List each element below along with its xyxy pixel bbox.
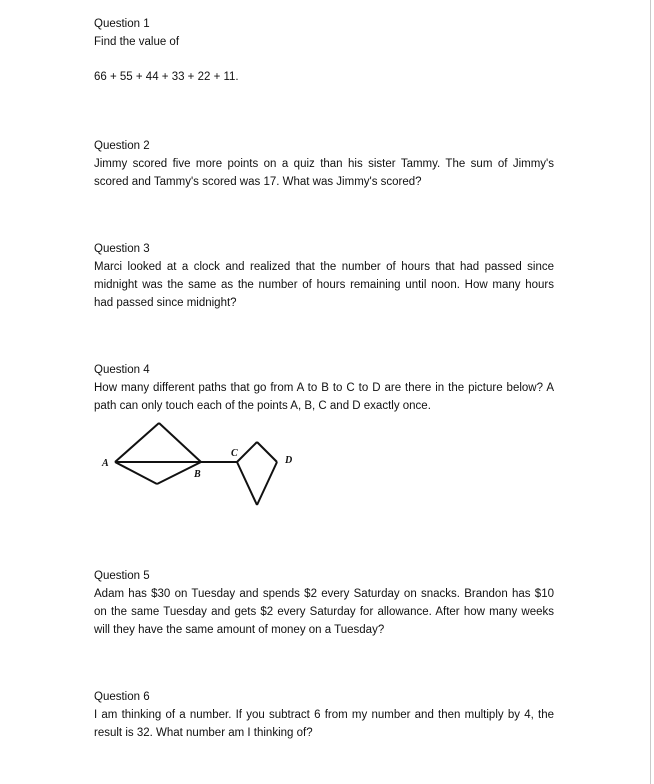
question-4-title: Question 4	[94, 364, 150, 376]
question-3	[94, 241, 554, 312]
point-label-d: D	[285, 455, 293, 466]
point-label-a: A	[102, 458, 109, 469]
point-label-b: B	[194, 469, 201, 480]
question-3-title: Question 3	[94, 243, 150, 255]
question-6-title: Question 6	[94, 691, 150, 703]
question-2	[94, 138, 554, 191]
edge-c-d-bottom	[237, 462, 257, 505]
question-1-title: Question 1	[94, 18, 150, 30]
question-3-text: Marci looked at a clock and realized that the number of hours that had passed since midnight was the same as the number of hours remaining until noon. How many hours had passed since midnight?	[94, 261, 554, 309]
question-2-title: Question 2	[94, 140, 150, 152]
question-5	[94, 568, 554, 639]
edge-d-bottom-right	[257, 462, 277, 505]
edge-top-b	[159, 423, 201, 462]
question-5-title: Question 5	[94, 570, 150, 582]
question-4-text: How many different paths that go from A to B to C to D are there in the picture below? A path can only touch each of the points A, B, C and D exactly once.	[94, 382, 554, 412]
question-1	[94, 16, 554, 85]
question-1-text: Find the value of	[94, 36, 180, 48]
edge-d-top-right	[257, 442, 277, 462]
question-6-text: I am thinking of a number. If you subtract 6 from my number and then multiply by 4, the result is 32. What number am I thinking of?	[94, 709, 554, 739]
edge-a-top	[115, 423, 159, 462]
question-5-text: Adam has $30 on Tuesday and spends $2 every Saturday on snacks. Brandon has $10 on the same Tuesday and gets $2 every Saturday for allowance. After how many weeks will they have the same amount of money on a Tuesday?	[94, 588, 554, 636]
point-label-c: C	[231, 448, 238, 459]
question-6	[94, 689, 554, 742]
paths-diagram	[96, 414, 306, 510]
question-4	[94, 362, 554, 415]
page-edge-line	[650, 0, 651, 784]
edge-c-d-top	[237, 442, 257, 462]
question-1-expression: 66 + 55 + 44 + 33 + 22 + 11.	[94, 71, 239, 83]
question-2-text: Jimmy scored five more points on a quiz than his sister Tammy. The sum of Jimmy's scored and Tammy's scored was 17. What was Jimmy's scored?	[94, 158, 554, 188]
edge-a-bottom	[115, 462, 157, 484]
